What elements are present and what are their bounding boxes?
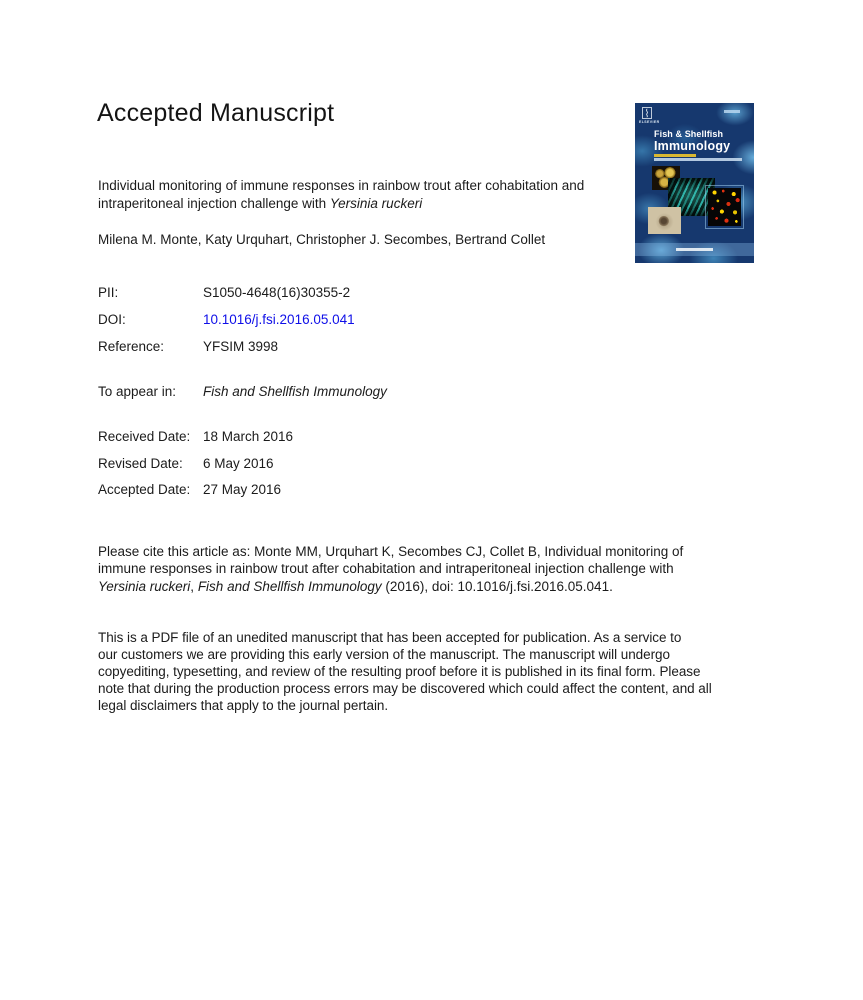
article-title-line2: [98, 195, 584, 213]
reference-label: Reference:: [98, 339, 165, 354]
citation-line3: [98, 578, 683, 595]
disclaimer-line: legal disclaimers that apply to the journal pertain.: [98, 698, 389, 713]
species-name: Yersinia ruckeri: [329, 195, 423, 211]
reference-row: [98, 338, 278, 356]
elsevier-logo-icon: [642, 107, 652, 119]
article-title: [98, 177, 584, 212]
page-title: Accepted Manuscript: [97, 99, 335, 127]
journal-cover: [635, 103, 754, 263]
cover-image-histology: [648, 207, 681, 234]
pii-label: PII:: [98, 285, 119, 300]
citation-paragraph: [98, 543, 683, 595]
cover-subtitle-line2: [654, 158, 742, 161]
citation-species-italic: Yersinia ruckeri: [98, 578, 191, 594]
doi-row: [98, 311, 355, 329]
accepted-date-label: Accepted Date:: [98, 482, 191, 497]
citation-line2: immune responses in rainbow trout after cohabitation and intraperitoneal injection challenge with: [98, 561, 674, 577]
received-date-value: 18 March 2016: [203, 429, 294, 444]
elsevier-logo-label: ELSEVIER: [639, 120, 660, 124]
doi-label: DOI:: [98, 312, 126, 327]
cover-journal-title-line1: Fish & Shellfish: [654, 129, 724, 139]
citation-separator: ,: [190, 578, 198, 594]
to-appear-row: [98, 383, 387, 401]
citation-line1: Please cite this article as: Monte MM, Urquhart K, Secombes CJ, Collet B, Individual monitoring of: [98, 544, 684, 559]
disclaimer-line: note that during the production process errors may be discovered which could affect the content, and all: [98, 681, 712, 696]
received-date-row: [98, 428, 293, 446]
cover-journal-title-line2: Immunology: [654, 139, 731, 153]
cover-volume-text: [724, 110, 740, 113]
article-title-line2-text: intraperitoneal injection challenge with: [98, 195, 330, 211]
to-appear-label: To appear in:: [98, 384, 177, 399]
pii-value: S1050-4648(16)30355-2: [203, 285, 351, 300]
citation-journal-italic: Fish and Shellfish Immunology: [197, 578, 382, 594]
disclaimer-line: our customers we are providing this early version of the manuscript. The manuscript will undergo: [98, 647, 670, 662]
pii-row: [98, 284, 350, 302]
article-title-line1: Individual monitoring of immune responses in rainbow trout after cohabitation and: [98, 178, 585, 193]
revised-date-value: 6 May 2016: [203, 456, 274, 471]
journal-name: Fish and Shellfish Immunology: [203, 384, 387, 399]
cover-image-fluorescence: [708, 188, 741, 226]
doi-link[interactable]: 10.1016/j.fsi.2016.05.041: [203, 312, 355, 327]
revised-date-row: [98, 455, 274, 473]
disclaimer-paragraph: [98, 629, 712, 714]
revised-date-label: Revised Date:: [98, 456, 183, 471]
accepted-date-row: [98, 481, 281, 499]
cover-footer-url-text: [676, 248, 713, 251]
reference-value: YFSIM 3998: [203, 339, 279, 354]
disclaimer-line: copyediting, typesetting, and review of the resulting proof before it is published in its final form. Please: [98, 664, 701, 679]
disclaimer-line: This is a PDF file of an unedited manuscript that has been accepted for publication. As a service to: [98, 630, 682, 645]
citation-doi-text: (2016), doi: 10.1016/j.fsi.2016.05.041.: [381, 578, 613, 594]
accepted-date-value: 27 May 2016: [203, 482, 282, 497]
received-date-label: Received Date:: [98, 429, 191, 444]
cover-subtitle-line1: [654, 154, 696, 157]
article-authors: Milena M. Monte, Katy Urquhart, Christopher J. Secombes, Bertrand Collet: [98, 232, 546, 247]
